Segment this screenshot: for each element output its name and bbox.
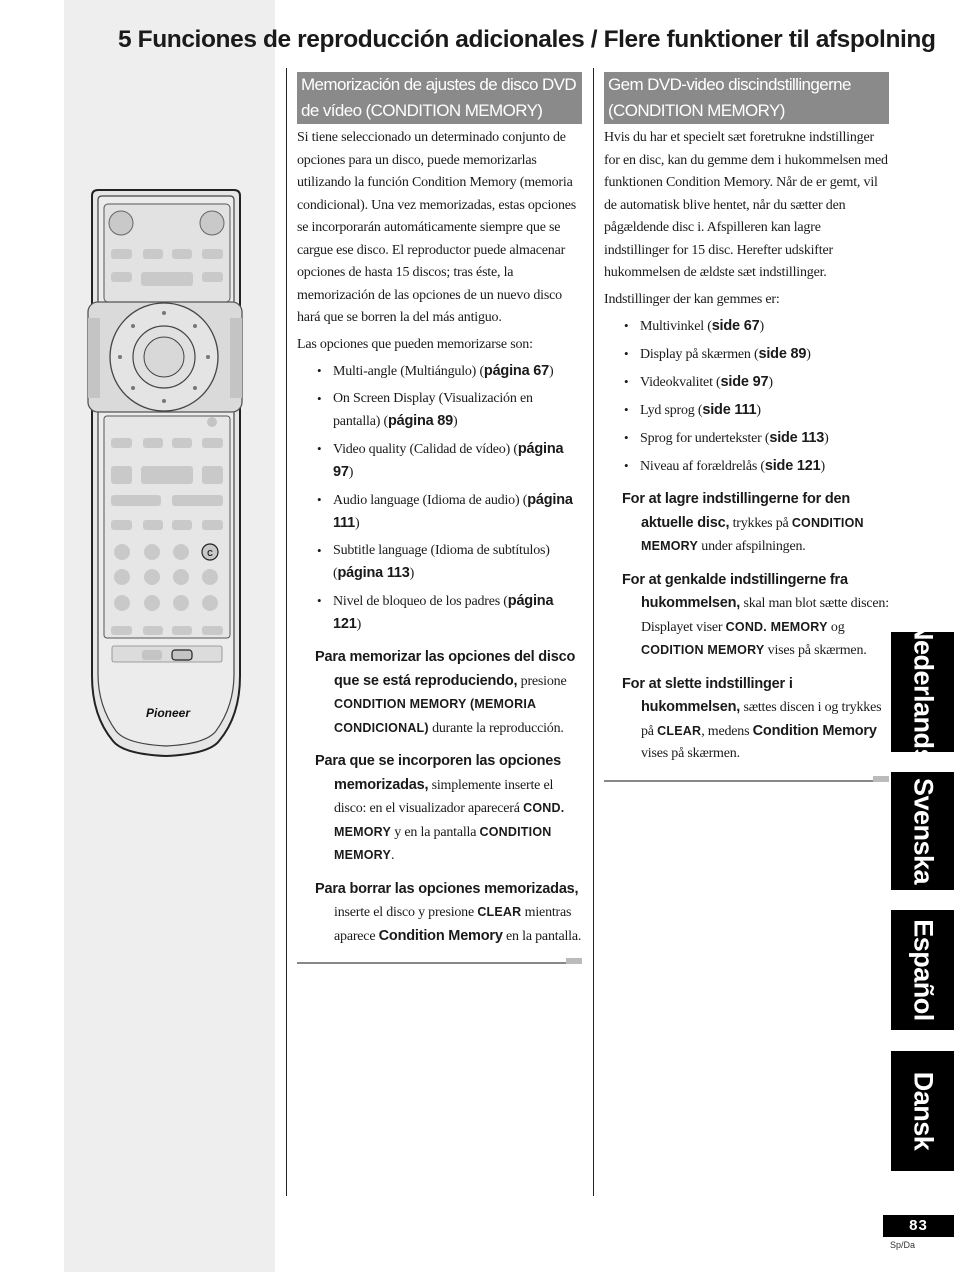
page-reference: side 67: [711, 318, 760, 334]
page-reference: página 113: [337, 565, 410, 581]
remote-control-illustration: [84, 186, 254, 766]
list-item: • Lyd sprog (side 111): [604, 399, 889, 422]
instruction-memorize-da: For at lagre indstillingerne for den aktuelle disc, trykkes på CONDITION MEMORY under afspilningen.: [622, 491, 864, 554]
page-reference: página 67: [483, 363, 549, 379]
list-intro-da: Indstillinger der kan gemmes er:: [604, 291, 780, 307]
language-tab-dansk[interactable]: Dansk: [891, 1051, 954, 1171]
page-number: 83: [883, 1215, 954, 1237]
instruction-clear-da: For at slette indstillinger i hukommelsen, sættes discen i og trykkes på CLEAR, medens Condition Memory vises på skærmen.: [622, 675, 882, 761]
display-label: COND. MEMORY: [334, 801, 565, 839]
language-tab-espanol[interactable]: Español: [891, 910, 954, 1030]
list-item: • Video quality (Calidad de vídeo) (página 97): [297, 438, 582, 484]
danish-column: [604, 72, 889, 782]
page-reference: side 111: [702, 402, 757, 418]
options-list-es: [297, 360, 582, 636]
section-end-rule: [604, 780, 889, 782]
language-tab-nederlands[interactable]: Nederlands: [891, 632, 954, 752]
list-item: • Subtitle language (Idioma de subtítulos) (página 113): [297, 540, 582, 585]
page-reference: side 97: [720, 374, 769, 390]
list-item: • Videokvalitet (side 97): [604, 371, 889, 394]
key-label: CONDITION MEMORY (MEMORIA CONDICIONAL): [334, 697, 536, 735]
page-reference: página 121: [333, 593, 554, 632]
display-label: CONDITION MEMORY: [334, 824, 552, 862]
list-item: • Display på skærmen (side 89): [604, 343, 889, 366]
key-label: CONDITION MEMORY: [641, 515, 864, 553]
list-item: • Audio language (Idioma de audio) (página 111): [297, 489, 582, 535]
language-code: Sp/Da: [890, 1240, 916, 1250]
list-item: • Multivinkel (side 67): [604, 315, 889, 338]
section-end-rule: [297, 962, 582, 964]
remote-c-button-label: C: [207, 549, 213, 558]
page-reference: página 111: [333, 492, 573, 531]
display-label: Condition Memory: [752, 722, 877, 739]
list-item: • Nivel de bloqueo de los padres (página 121): [297, 590, 582, 636]
list-item: • Multi-angle (Multiángulo) (página 67): [297, 360, 582, 383]
intro-paragraph-da: Hvis du har et specielt sæt foretrukne indstillinger for en disc, kan du gemme dem i hukommelsen med funktionen Condition Memory. Når de er gemt, vil de automatisk blive hentet, når du sætter den pågældende disc i. Afspilleren kan lagre indstillinger for 15 disc. Herefter udskifter hukommelsen de ældste sæt indstillinger.: [604, 130, 888, 280]
display-label: CODITION MEMORY: [641, 643, 765, 657]
list-intro-es: Las opciones que pueden memorizarse son:: [297, 336, 533, 352]
instruction-clear-es: Para borrar las opciones memorizadas, inserte el disco y presione CLEAR mientras aparece Condition Memory en la pantalla.: [315, 880, 582, 944]
instruction-recall-es: Para que se incorporen las opciones memorizadas, simplemente inserte el disco: en el visualizador aparecerá COND. MEMORY y en la pantalla CONDITION MEMORY.: [315, 753, 565, 863]
column-divider: [286, 68, 287, 1196]
section-heading-da: Gem DVD-video discindstillingerne (CONDITION MEMORY): [604, 72, 889, 124]
key-label: CLEAR: [477, 905, 522, 919]
key-label: CLEAR: [657, 723, 702, 738]
spanish-column: [297, 72, 582, 964]
remote-brand-logo: Pioneer: [145, 706, 191, 720]
display-label: Condition Memory: [378, 927, 503, 944]
instruction-memorize-es: Para memorizar las opciones del disco que se está reproduciendo, presione CONDITION MEMORY (MEMORIA CONDICIONAL) durante la reproducción.: [315, 649, 576, 736]
section-heading-es: Memorización de ajustes de disco DVD de vídeo (CONDITION MEMORY): [297, 72, 582, 124]
options-list-da: [604, 315, 889, 478]
page-reference: página 89: [387, 413, 454, 429]
list-item: • Niveau af forældrelås (side 121): [604, 455, 889, 478]
page-reference: página 97: [333, 441, 564, 480]
language-tab-svenska[interactable]: Svenska: [891, 772, 954, 890]
instruction-recall-da: For at genkalde indstillingerne fra hukommelsen, skal man blot sætte discen: Displayet viser COND. MEMORY og CODITION MEMORY vises på skærmen.: [622, 571, 889, 658]
page-reference: side 89: [758, 346, 807, 362]
display-label: COND. MEMORY: [725, 619, 828, 634]
page-title: 5 Funciones de reproducción adicionales / Flere funktioner til afspolning: [118, 26, 936, 53]
page-reference: side 113: [769, 430, 825, 446]
intro-paragraph-es: Si tiene seleccionado un determinado conjunto de opciones para un disco, puede memorizarlas utilizando la función Condition Memory (memoria condicional). Una vez memorizadas, estas opciones se incorporarán automáticamente siempre que se cargue ese disco. El reproductor puede almacenar opciones de hasta 15 discos; tras éste, la memorización de las opciones de un nuevo disco hará que se borren la del más antiguo.: [297, 130, 577, 325]
list-item: • On Screen Display (Visualización en pantalla) (página 89): [297, 388, 582, 433]
column-divider: [593, 68, 594, 1196]
list-item: • Sprog for undertekster (side 113): [604, 427, 889, 450]
page-reference: side 121: [764, 458, 821, 474]
